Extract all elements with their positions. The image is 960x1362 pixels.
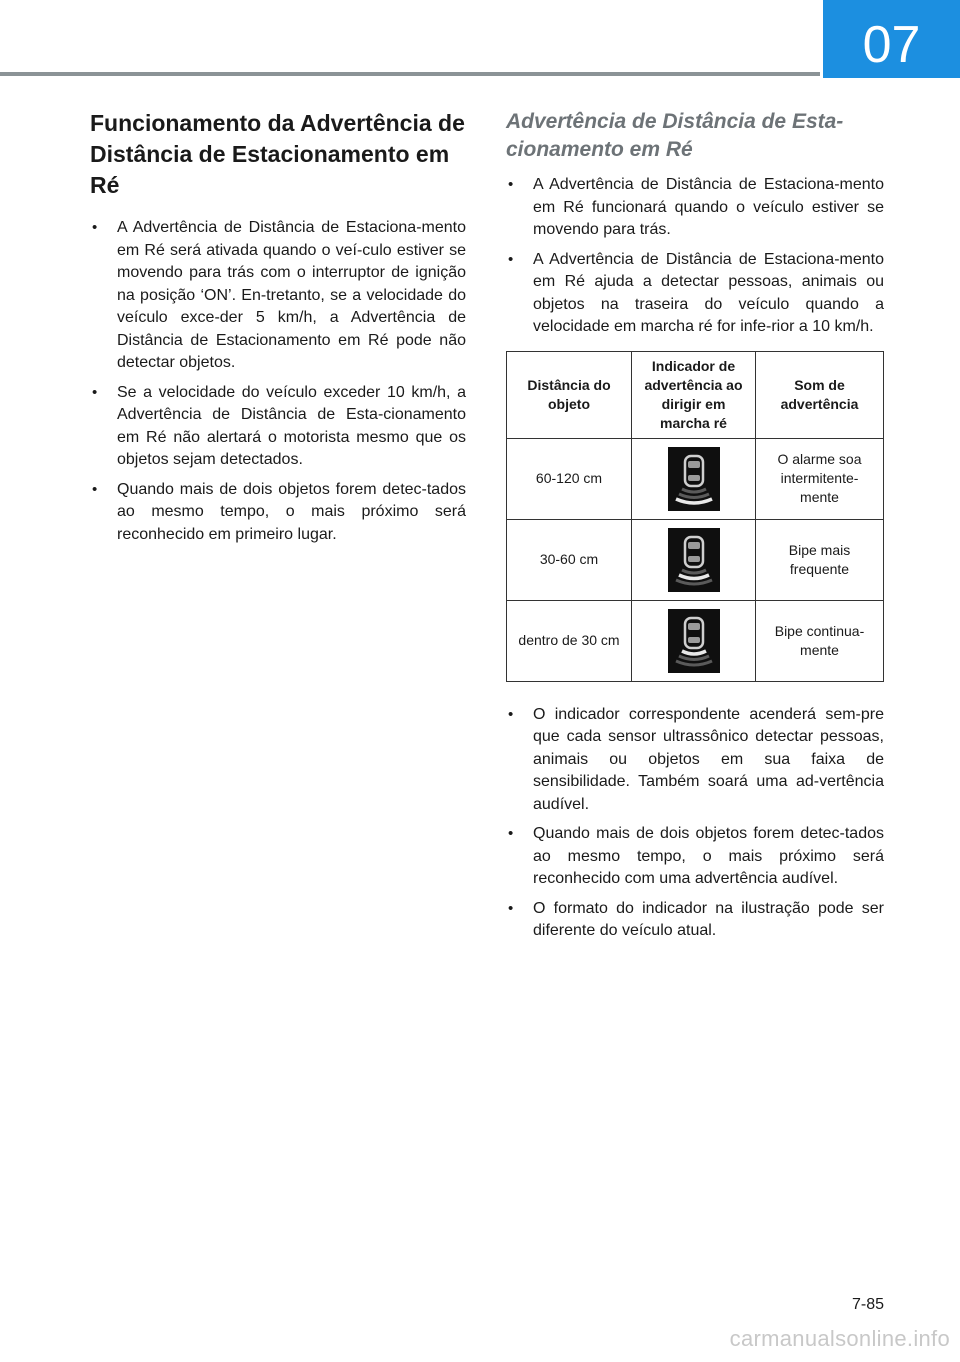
bullet-item: • A Advertência de Distância de Estaciona-mento em Ré ajuda a detectar pessoas, animais ou objetos na traseira do veículo quando a velocidade em marcha ré for infe-rior a 10 km/h. (506, 249, 884, 339)
bullet-item: • O formato do indicador na ilustração pode ser diferente do veículo atual. (506, 898, 884, 943)
table-header-row (507, 351, 884, 438)
left-column (90, 108, 466, 553)
page-number: 7-85 (851, 1296, 884, 1313)
distance-cell: 60-120 cm (507, 438, 632, 519)
left-bullet-list (90, 217, 466, 546)
bullet-item: • A Advertência de Distância de Estaciona-mento em Ré será ativada quando o veí-culo estiver se movendo para trás com o interruptor de ignição na posição ‘ON’. En-tretanto, se a velocidade do veículo exce-der 5 km/h, a Advertência de Distância de Estacionamento em Ré pode não detectar objetos. (90, 217, 466, 375)
bullet-item: • A Advertência de Distância de Estaciona-mento em Ré funcionará quando o veículo estiver se movendo para trás. (506, 174, 884, 242)
sound-cell: Bipe mais frequente (756, 519, 884, 600)
table-row (507, 600, 884, 681)
bullet-item: • Se a velocidade do veículo exceder 10 km/h, a Advertência de Distância de Esta-cionamento em Ré não alertará o motorista mesmo que os objetos sejam detectados. (90, 382, 466, 472)
right-bullet-list-bottom (506, 704, 884, 943)
bullet-item: • Quando mais de dois objetos forem detec-tados ao mesmo tempo, o mais próximo será reconhecido em primeiro lugar. (90, 479, 466, 547)
indicator-cell (632, 438, 756, 519)
bullet-item: • Quando mais de dois objetos forem detec-tados ao mesmo tempo, o mais próximo será reconhecido com uma advertência audível. (506, 823, 884, 891)
sound-cell: Bipe continua-mente (756, 600, 884, 681)
header-sound: Som de advertência (756, 351, 884, 438)
watermark-text: carmanualsonline.info (729, 1326, 950, 1351)
rear-sensor-zone-middle-icon (668, 528, 720, 592)
sound-cell: O alarme soa intermitente-mente (756, 438, 884, 519)
indicator-cell (632, 519, 756, 600)
table-row (507, 519, 884, 600)
section-subtitle: Advertência de Distância de Esta-cionamento em Ré (506, 110, 844, 161)
distance-cell: dentro de 30 cm (507, 600, 632, 681)
right-bullet-list-top (506, 174, 884, 339)
warning-table (506, 351, 884, 682)
rear-sensor-zone-near-icon (668, 609, 720, 673)
indicator-cell (632, 600, 756, 681)
right-column (506, 108, 884, 950)
header-rule (0, 72, 820, 76)
rear-sensor-zone-far-icon (668, 447, 720, 511)
chapter-number: 07 (823, 0, 960, 78)
section-title: Funcionamento da Advertência de Distância de Estacionamento em Ré (90, 110, 465, 198)
distance-cell: 30-60 cm (507, 519, 632, 600)
header-indicator: Indicador de advertência ao dirigir em marcha ré (632, 351, 756, 438)
bullet-item: • O indicador correspondente acenderá sem-pre que cada sensor ultrassônico detectar pessoas, animais ou objetos em sua faixa de sensibilidade. Também soará uma ad-vertência audível. (506, 704, 884, 817)
header-distance: Distância do objeto (507, 351, 632, 438)
table-row (507, 438, 884, 519)
